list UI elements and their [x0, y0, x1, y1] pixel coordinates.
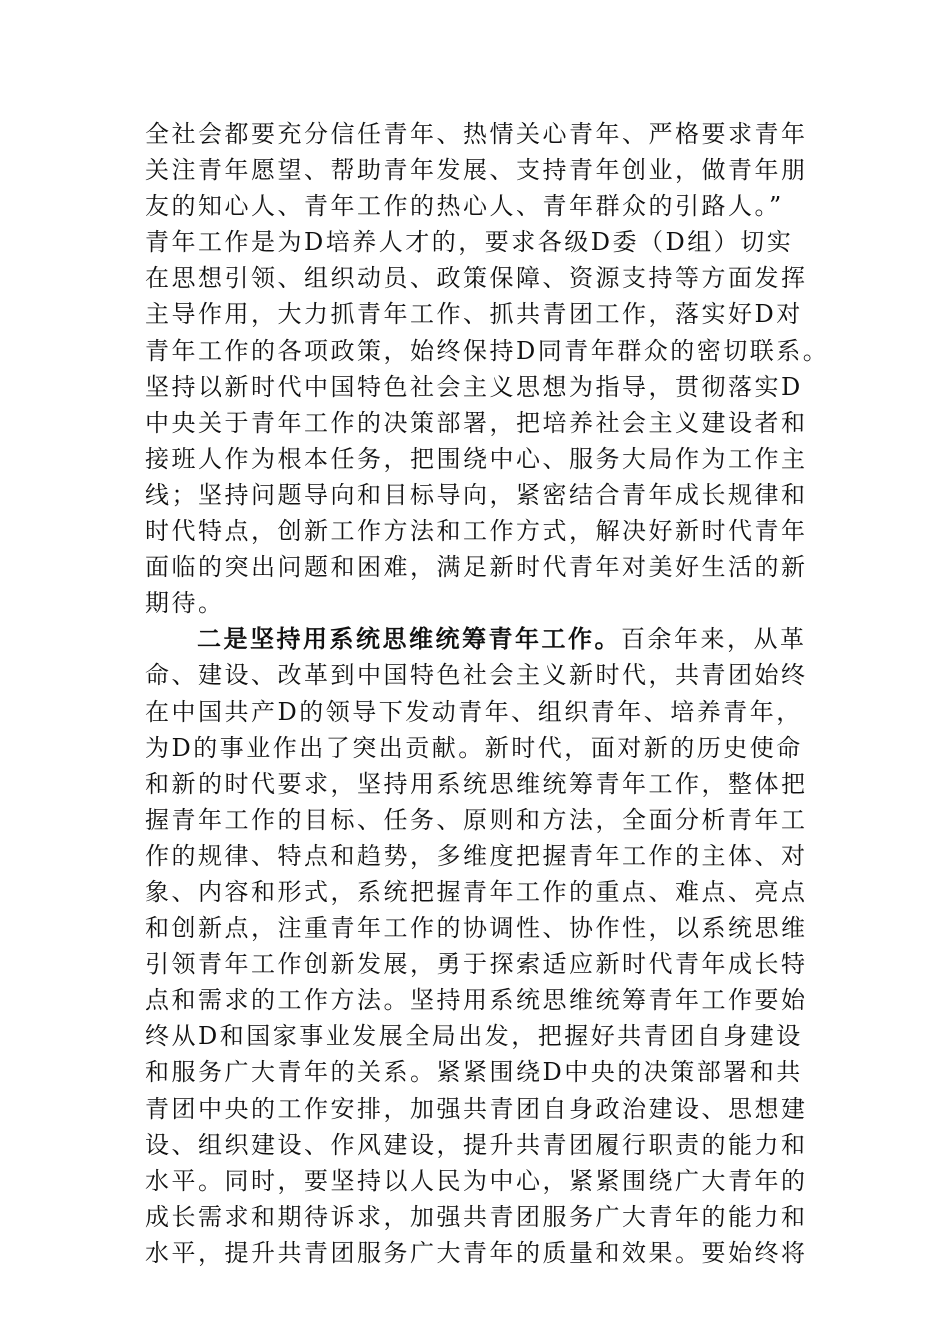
text-line: 和新的时代要求，坚持用系统思维统筹青年工作，整体把	[145, 769, 808, 798]
text-line: 全社会都要充分信任青年、热情关心青年、严格要求青年	[145, 120, 808, 148]
text-line: 成长需求和期待诉求，加强共青团服务广大青年的能力和	[145, 1202, 808, 1231]
text-line: 主导作用，大力抓青年工作、抓共青团工作，落实好D对	[145, 300, 803, 329]
text-line: 期待。	[145, 589, 225, 618]
text-line: 中央关于青年工作的决策部署，把培养社会主义建设者和	[145, 408, 808, 437]
text-line: 和服务广大青年的关系。紧紧围绕D中央的决策部署和共	[145, 1058, 803, 1087]
paragraph-text: 百余年来，从革	[621, 625, 807, 654]
text-line: 友的知心人、青年工作的热心人、青年群众的引路人。”	[145, 192, 784, 221]
text-line: 为D的事业作出了突出贡献。新时代，面对新的历史使命	[145, 733, 803, 762]
text-line: 和创新点，注重青年工作的协调性、协作性，以系统思维	[145, 914, 808, 943]
text-line: 坚持以新时代中国特色社会主义思想为指导，贯彻落实D	[145, 372, 803, 401]
text-line: 作的规律、特点和趋势，多维度把握青年工作的主体、对	[145, 841, 808, 870]
text-line: 青年工作的各项政策，始终保持D同青年群众的密切联系。	[145, 336, 830, 365]
text-line: 设、组织建设、作风建设，提升共青团履行职责的能力和	[145, 1130, 808, 1159]
text-line: 在中国共产D的领导下发动青年、组织青年、培养青年，	[145, 697, 803, 726]
text-line: 水平，提升共青团服务广大青年的质量和效果。要始终将	[145, 1238, 808, 1267]
text-line: 线；坚持问题导向和目标导向，紧密结合青年成长规律和	[145, 480, 808, 509]
text-line: 青团中央的工作安排，加强共青团自身政治建设、思想建	[145, 1094, 808, 1123]
text-line: 在思想引领、组织动员、政策保障、资源支持等方面发挥	[145, 264, 808, 293]
text-line: 青年工作是为D培养人才的，要求各级D委（D组）切实	[145, 228, 794, 257]
text-line: 时代特点，创新工作方法和工作方式，解决好新时代青年	[145, 517, 808, 546]
text-line: 关注青年愿望、帮助青年发展、支持青年创业，做青年朋	[145, 156, 808, 185]
text-line: 接班人作为根本任务，把围绕中心、服务大局作为工作主	[145, 444, 808, 473]
text-line: 点和需求的工作方法。坚持用系统思维统筹青年工作要始	[145, 986, 808, 1015]
body-text	[145, 116, 835, 1271]
text-line: 象、内容和形式，系统把握青年工作的重点、难点、亮点	[145, 877, 808, 906]
text-line: 引领青年工作创新发展，勇于探索适应新时代青年成长特	[145, 950, 808, 979]
text-line: 面临的突出问题和困难，满足新时代青年对美好生活的新	[145, 553, 808, 582]
text-line: 终从D和国家事业发展全局出发，把握好共青团自身建设	[145, 1022, 803, 1051]
paragraph-heading: 二是坚持用系统思维统筹青年工作。	[197, 625, 621, 654]
text-line: 命、建设、改革到中国特色社会主义新时代，共青团始终	[145, 661, 808, 690]
paragraph-2-first-line	[145, 621, 835, 657]
text-line: 水平。同时，要坚持以人民为中心，紧紧围绕广大青年的	[145, 1166, 808, 1195]
text-line: 握青年工作的目标、任务、原则和方法，全面分析青年工	[145, 805, 808, 834]
